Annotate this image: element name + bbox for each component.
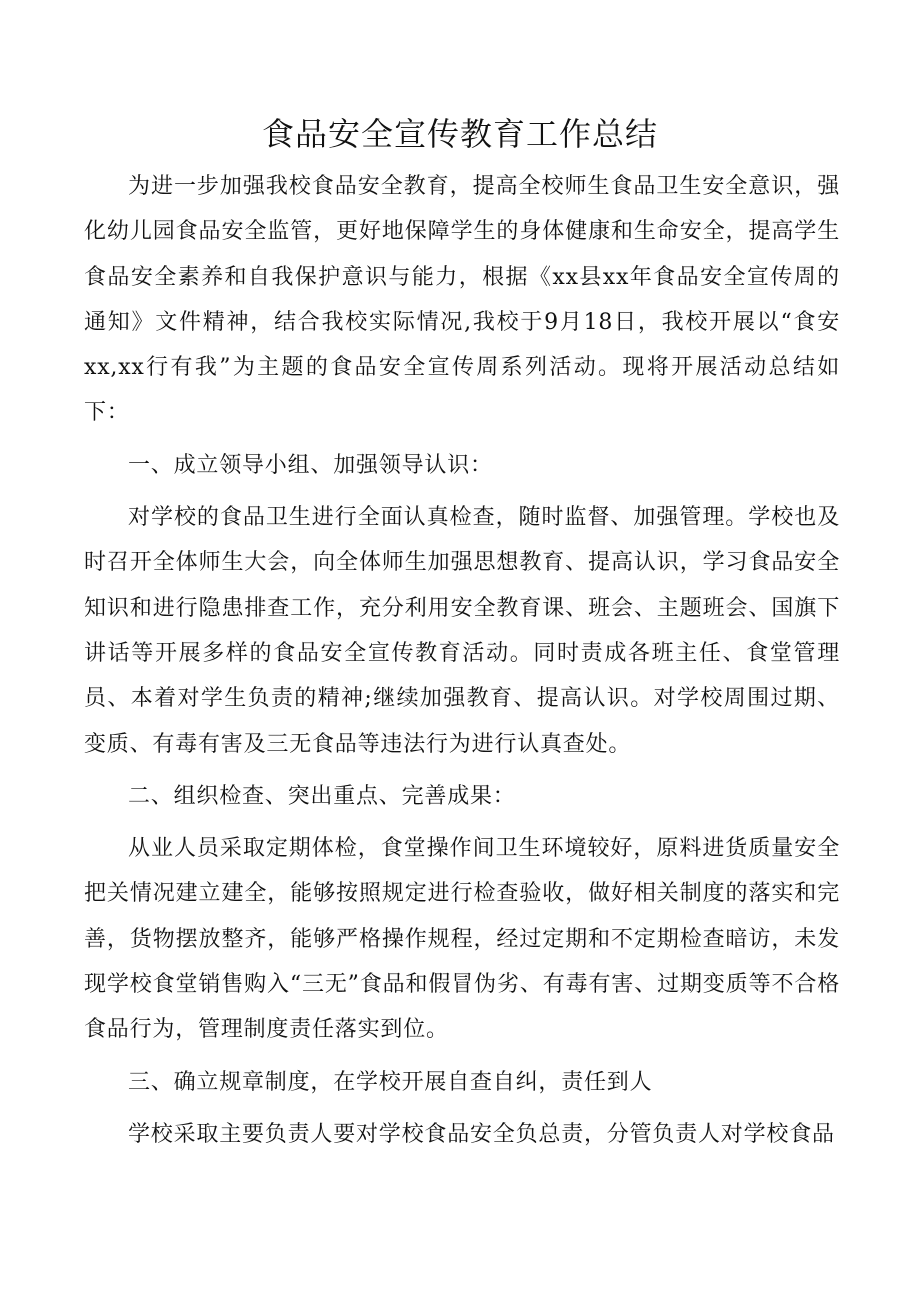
document-title: 食品安全宣传教育工作总结 xyxy=(261,115,658,153)
document-body xyxy=(84,164,840,1164)
section-3-paragraph: 学校采取主要负责人要对学校食品安全负总责，分管负责人对学校食品 xyxy=(128,1121,835,1147)
section-2-paragraph: 从业人员采取定期体检，食堂操作间卫生环境较好，原料进货质量安全把关情况建立建全，能够按照规定进行检查验收，做好相关制度的落实和完善，货物摆放整齐，能够严格操作规程，经过定期和不定期检查暗访，未发现学校食堂销售购入“三无”食品和假冒伪劣、有毒有害、过期变质等不合格食品行为，管理制度责任落实到位。 xyxy=(84,836,840,1043)
section-1-paragraph: 对学校的食品卫生进行全面认真检查，随时监督、加强管理。学校也及时召开全体师生大会，向全体师生加强思想教育、提高认识，学习食品安全知识和进行隐患排查工作，充分利用安全教育课、班会、主题班会、国旗下讲话等开展多样的食品安全宣传教育活动。同时责成各班主任、食堂管理员、本着对学生负责的精神;继续加强教育、提高认识。对学校周围过期、变质、有毒有害及三无食品等违法行为进行认真查处。 xyxy=(84,505,840,757)
section-heading-1: 一、成立领导小组、加强领导认识： xyxy=(128,452,493,478)
section-heading-2: 二、组织检查、突出重点、完善成果： xyxy=(128,783,516,809)
section-heading-3: 三、确立规章制度，在学校开展自查自纠，责任到人 xyxy=(128,1069,653,1095)
intro-paragraph: 为进一步加强我校食品安全教育，提高全校师生食品卫生安全意识，强化幼儿园食品安全监管，更好地保障学生的身体健康和生命安全，提高学生食品安全素养和自我保护意识与能力，根据《xx县xx年食品安全宣传周的通知》文件精神，结合我校实际情况,我校于9月18日，我校开展以“食安xx,xx行有我”为主题的食品安全宣传周系列活动。现将开展活动总结如下： xyxy=(84,174,840,426)
